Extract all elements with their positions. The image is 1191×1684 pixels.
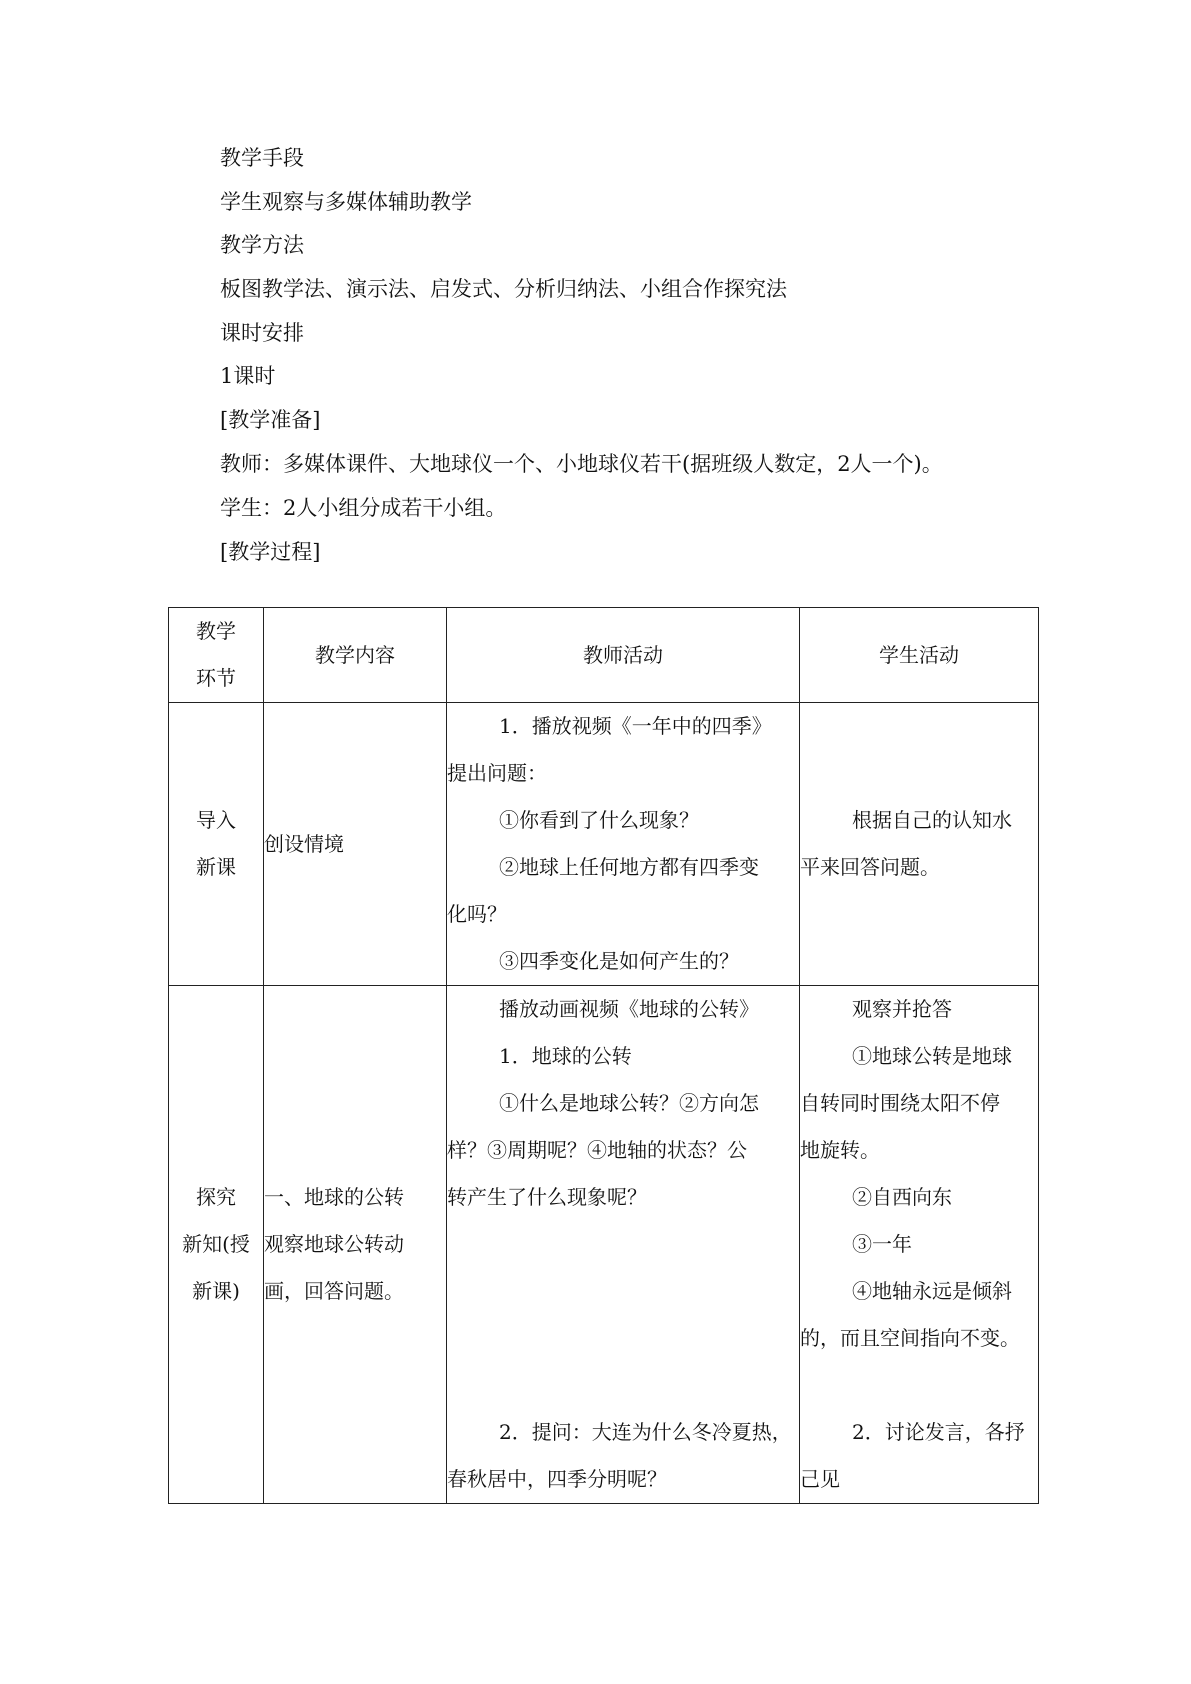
- table-row: [169, 703, 1039, 986]
- preparation-teacher-text: 教师：多媒体课件、大地球仪一个、小地球仪若干(据班级人数定，2人一个)。: [220, 452, 943, 476]
- section-heading-process: [教学过程]: [220, 540, 321, 564]
- row2-stage: 探究 新知(授 新课): [169, 986, 264, 1504]
- header-teacher-activity: 教师活动: [447, 608, 800, 703]
- row2-teacher-activity: 播放动画视频《地球的公转》 1．地球的公转 ①什么是地球公转？②方向怎 样？③周期呢？④地轴的状态？公 转产生了什么现象呢？ 2．提问：大连为什么冬冷夏热， 春秋居中，四季分明呢？: [447, 986, 800, 1504]
- table-row: [169, 986, 1039, 1504]
- teaching-methods-text: 板图教学法、演示法、启发式、分析归纳法、小组合作探究法: [220, 277, 787, 301]
- row1-stage: 导入 新课: [169, 703, 264, 986]
- header-student-activity: 学生活动: [800, 608, 1039, 703]
- row1-content: 创设情境: [264, 703, 447, 986]
- section-heading-teaching-means: 教学手段: [220, 146, 304, 170]
- table-header-row: [169, 608, 1039, 703]
- row2-content: 一、地球的公转 观察地球公转动 画，回答问题。: [264, 986, 447, 1504]
- header-stage: 教学 环节: [169, 608, 264, 703]
- row1-student-activity: 根据自己的认知水 平来回答问题。: [800, 703, 1039, 986]
- schedule-text: 1课时: [220, 364, 276, 388]
- section-heading-preparation: [教学准备]: [220, 408, 321, 432]
- section-heading-schedule: 课时安排: [220, 321, 304, 345]
- preparation-student-text: 学生：2人小组分成若干小组。: [220, 496, 507, 520]
- teaching-process-table: [168, 607, 1039, 1504]
- header-content: 教学内容: [264, 608, 447, 703]
- section-heading-teaching-methods: 教学方法: [220, 233, 304, 257]
- row2-student-activity: 观察并抢答 ①地球公转是地球 自转同时围绕太阳不停 地旋转。 ②自西向东 ③一年 ④地轴永远是倾斜 的，而且空间指向不变。 2．讨论发言，各抒 己见: [800, 986, 1039, 1504]
- teaching-means-text: 学生观察与多媒体辅助教学: [220, 190, 472, 214]
- row1-teacher-activity: 1．播放视频《一年中的四季》 提出问题： ①你看到了什么现象？ ②地球上任何地方都有四季变 化吗？ ③四季变化是如何产生的？: [447, 703, 800, 986]
